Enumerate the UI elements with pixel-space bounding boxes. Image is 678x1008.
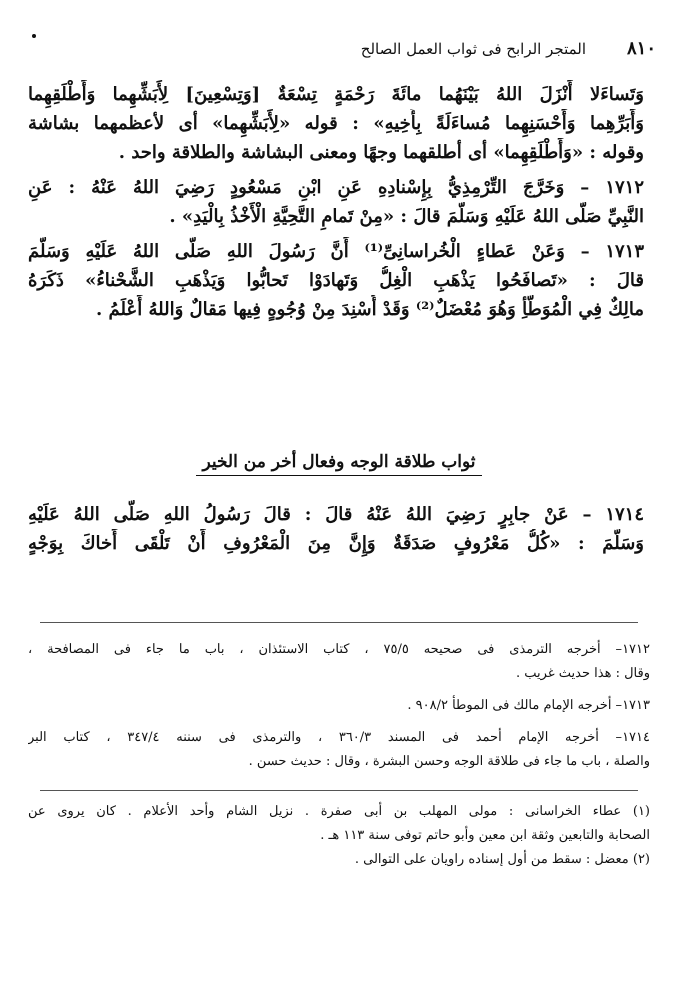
hadith-1713-line: مالِكٌ فِي الْمُوَطَّأِ وَهُوَ مُعْضَلٌ⁽²⁾ وَقَدْ أُسْنِدَ مِنْ وُجُوهٍ فِيها مَقالٌ وَاللهُ أَعْلَمُ . [96, 299, 644, 320]
page-dot [32, 34, 36, 38]
body-line: وقوله : «وَأَطْلَقِهِما» أى أطلقهما وجهًا ومعنى البشاشة والطلاقة واحد . [118, 142, 644, 163]
footnote-line: (١) عطاء الخراسانى : مولى المهلب بن أبى صفرة . نزيل الشام وأحد الأعلام . كان يروى عن [28, 804, 650, 819]
hadith-1712-line: النَّبِيِّ صَلَّى اللهُ عَلَيْهِ وَسَلَّمَ قالَ : «مِنْ تَمامِ التَّحِيَّةِ الْأَخْذُ بِالْيَدِ» . [169, 206, 644, 227]
section-text [28, 500, 644, 558]
notes-divider [40, 790, 638, 791]
page-number: ٨١٠ [626, 38, 656, 59]
footnote-line: الصحابة والتابعين وثقة ابن معين وأبو حاتم توفى سنة ١١٣ هـ . [320, 828, 650, 843]
reference-line: ١٧١٣– أخرجه الإمام مالك فى الموطأ ٩٠٨/٢ . [407, 698, 650, 713]
page-header [40, 38, 656, 62]
footnotes-block [28, 800, 650, 872]
footnote-line: (٢) معضل : سقط من أول إسناده راويان على التوالى . [354, 852, 650, 867]
references-block [28, 638, 650, 774]
reference-line: وقال : هذا حديث غريب . [516, 666, 650, 681]
hadith-1713-line: قالَ : «تَصافَحُوا يَذْهَبِ الْغِلُّ وَتَهادَوْا تَحابُّوا وَيَذْهَبِ الشَّحْناءُ» ذَكَرَهُ [28, 270, 644, 291]
hadith-1712-line: ١٧١٢ – وَخَرَّجَ التِّرْمِذِيُّ بِإِسْنادِهِ عَنِ ابْنِ مَسْعُودٍ رَضِيَ اللهُ عَنْهُ : عَنِ [28, 177, 644, 198]
reference-line: ١٧١٢– أخرجه الترمذى فى صحيحه ٧٥/٥ ، كتاب الاستئذان ، باب ما جاء فى المصافحة ، [28, 642, 650, 657]
running-title: المتجر الرابح فى ثواب العمل الصالح [360, 40, 586, 58]
hadith-1714-line: وَسَلَّمَ : «كُلُّ مَعْرُوفٍ صَدَقَةٌ وَإِنَّ مِنَ الْمَعْرُوفِ أَنْ تَلْقَى أَخاكَ بِوَجْهٍ [28, 533, 644, 554]
reference-line: والصلة ، باب ما جاء فى طلاقة الوجه وحسن البشرة ، وقال : حديث حسن . [248, 754, 650, 769]
section-heading-wrap [0, 452, 678, 476]
hadith-1713-line: ١٧١٣ – وَعَنْ عَطاءٍ الْخُراسانِىِّ⁽¹⁾ أَنَّ رَسُولَ اللهِ صَلَّى اللهُ عَلَيْهِ وَسَلَّمَ [28, 241, 644, 262]
section-heading: ثواب طلاقة الوجه وفعال أخر من الخير [196, 452, 481, 476]
body-line: وَتَساءَلا أَنْزَلَ اللهُ بَيْنَهُما مائَةَ رَحْمَةٍ تِسْعَةٌ [وَتِسْعِينَ] لِأَبَشِّهِما وَأَطْلَقِهِما [28, 84, 644, 105]
hadith-1714-line: ١٧١٤ – عَنْ جابِرٍ رَضِيَ اللهُ عَنْهُ قالَ : قالَ رَسُولُ اللهِ صَلَّى اللهُ عَلَيْهِ [28, 504, 644, 525]
reference-line: ١٧١٤– أخرجه الإمام أحمد فى المسند ٣٦٠/٣ ، والترمذى فى سننه ٣٤٧/٤ ، كتاب البر [28, 730, 650, 745]
body-line: وَأَبَرِّهِما وَأَحْسَنِهِما مُساءَلَةً بِأَخِيهِ» : قوله «لِأَبَشِّهِما» أى لأعظمهما بشاشة [28, 113, 644, 134]
references-divider [40, 622, 638, 623]
main-text [28, 80, 644, 324]
